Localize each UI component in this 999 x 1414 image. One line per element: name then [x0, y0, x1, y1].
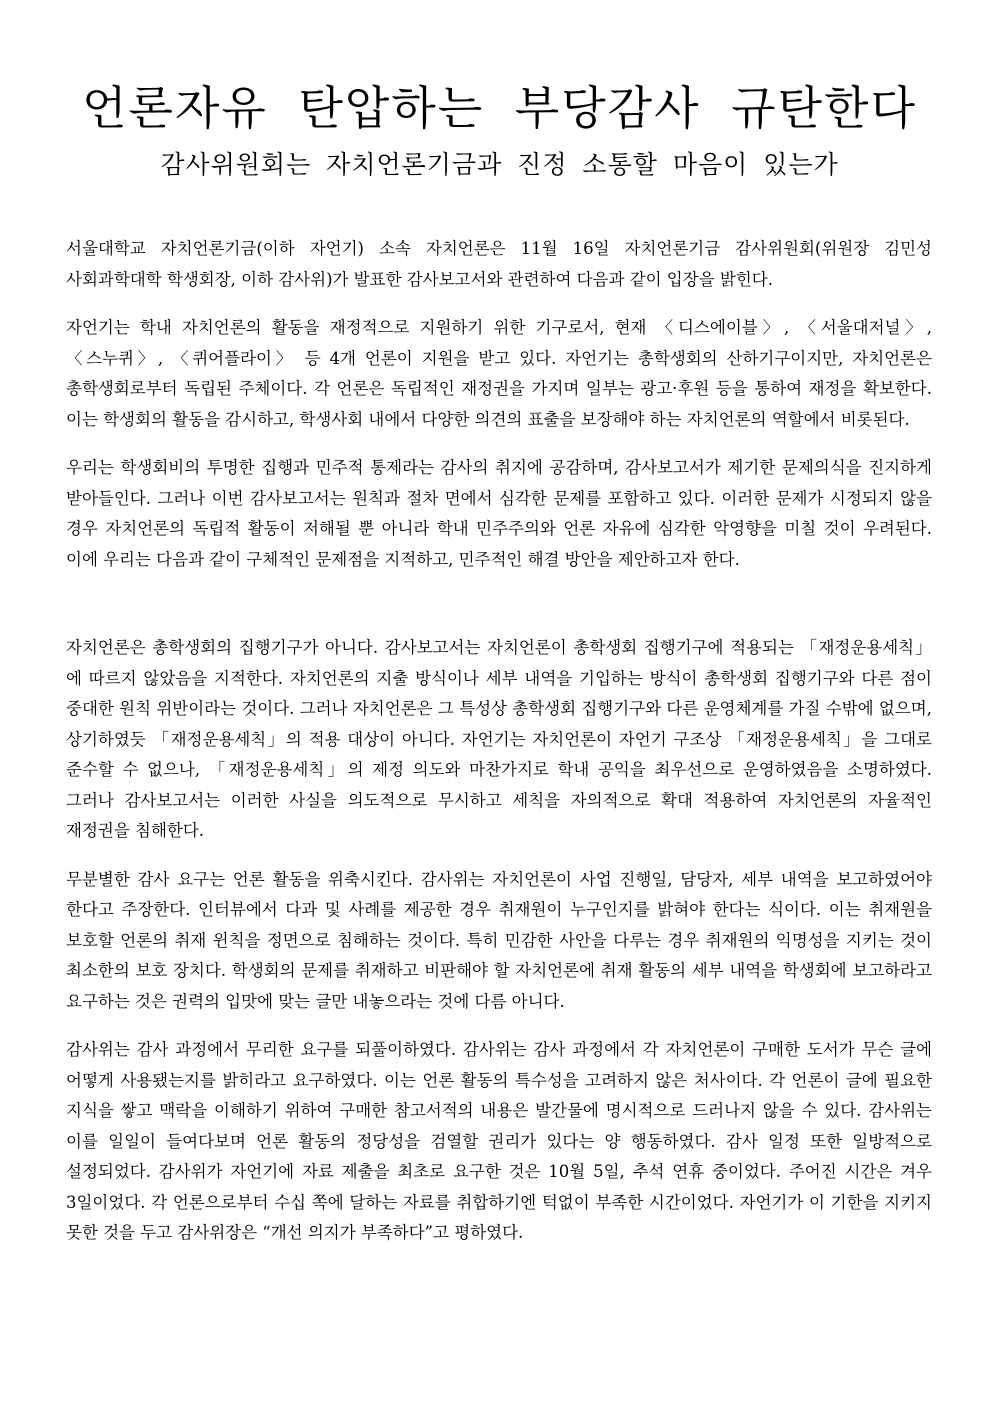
paragraph-point-1: 자치언론은 총학생회의 집행기구가 아니다. 감사보고서는 자치언론이 총학생회 집행기구에 적용되는 「재정운용세칙」에 따르지 않았음을 지적한다. 자치언론의 지출 방식이나 세부 내역을 기입하는 방식이 총학생회 집행기구와 다른 점이 중대한 원칙 위반이라는 것이다. 그러나 자치언론은 그 특성상 총학생회 집행기구와 다른 운영체계를 가질 수밖에 없으며, 상기하였듯 「재정운용세칙」의 적용 대상이 아니다. 자언기는 자치언론이 자언기 구조상 「재정운용세칙」을 그대로 준수할 수 없으나, 「재정운용세칙」의 제정 의도와 마찬가지로 학내 공익을 최우선으로 운영하였음을 소명하였다. 그러나 감사보고서는 이러한 사실을 의도적으로 무시하고 세칙을 자의적으로 확대 적용하여 자치언론의 자율적인 재정권을 침해한다.	[66, 638, 932, 840]
page-title: 언론자유 탄압하는 부당감사 규탄한다	[82, 81, 917, 135]
paragraph-intro: 서울대학교 자치언론기금(이하 자언기) 소속 자치언론은 11월 16일 자치언론기금 감사위원회(위원장 김민성 사회과학대학 학생회장, 이하 감사위)가 발표한 감사보고서와 관련하여 다음과 같이 입장을 밝힌다.	[66, 239, 932, 289]
paragraph-point-3: 감사위는 감사 과정에서 무리한 요구를 되풀이하였다. 감사위는 감사 과정에서 각 자치언론이 구매한 도서가 무슨 글에 어떻게 사용됐는지를 밝히라고 요구하였다. 이는 언론 활동의 특수성을 고려하지 않은 처사이다. 각 언론이 글에 필요한 지식을 쌓고 맥락을 이해하기 위하여 구매한 참고서적의 내용은 발간물에 명시적으로 드러나지 않을 수 있다. 감사위는 이를 일일이 들여다보며 언론 활동의 정당성을 검열할 권리가 있다는 양 행동하였다. 감사 일정 또한 일방적으로 설정되었다. 감사위가 자언기에 자료 제출을 최초로 요구한 것은 10월 5일, 추석 연휴 중이었다. 주어진 시간은 겨우 3일이었다. 각 언론으로부터 수십 쪽에 달하는 자료를 취합하기엔 턱없이 부족한 시간이었다. 자언기가 이 기한을 지키지 못한 것을 두고 감사위장은 “개선 의지가 부족하다”고 평하였다.	[66, 1040, 932, 1242]
paragraph-background: 자언기는 학내 자치언론의 활동을 재정적으로 지원하기 위한 기구로서, 현재 〈디스에이블〉, 〈서울대저널〉, 〈스누퀴〉, 〈퀴어플라이〉 등 4개 언론이 지원을 받고 있다. 자언기는 총학생회의 산하기구이지만, 자치언론은 총학생회로부터 독립된 주체이다. 각 언론은 독립적인 재정권을 가지며 일부는 광고·후원 등을 통하여 재정을 확보한다. 이는 학생회의 활동을 감시하고, 학생사회 내에서 다양한 의견의 표출을 보장해야 하는 자치언론의 역할에서 비롯된다.	[66, 318, 932, 429]
paragraph-position: 우리는 학생회비의 투명한 집행과 민주적 통제라는 감사의 취지에 공감하며, 감사보고서가 제기한 문제의식을 진지하게 받아들인다. 그러나 이번 감사보고서는 원칙과 절차 면에서 심각한 문제를 포함하고 있다. 이러한 문제가 시정되지 않을 경우 자치언론의 독립적 활동이 저해될 뿐 아니라 학내 민주주의와 언론 자유에 심각한 악영향을 미칠 것이 우려된다. 이에 우리는 다음과 같이 구체적인 문제점을 지적하고, 민주적인 해결 방안을 제안하고자 한다.	[66, 458, 932, 569]
document-body	[66, 234, 932, 1267]
paragraph-point-2: 무분별한 감사 요구는 언론 활동을 위축시킨다. 감사위는 자치언론이 사업 진행일, 담당자, 세부 내역을 보고하였어야 한다고 주장한다. 인터뷰에서 다과 및 사례를 제공한 경우 취재원이 누구인지를 밝혀야 한다는 식이다. 이는 취재원을 보호할 언론의 취재 윈칙을 정면으로 침해하는 것이다. 특히 민감한 사안을 다루는 경우 취재원의 익명성을 지키는 것이 최소한의 보호 장치다. 학생회의 문제를 취재하고 비판해야 할 자치언론에 취재 활동의 세부 내역을 학생회에 보고하라고 요구하는 것은 권력의 입맛에 맞는 글만 내놓으라는 것에 다름 아니다.	[66, 869, 932, 1011]
page-subtitle: 감사위원회는 자치언론기금과 진정 소통할 마음이 있는가	[160, 150, 839, 179]
